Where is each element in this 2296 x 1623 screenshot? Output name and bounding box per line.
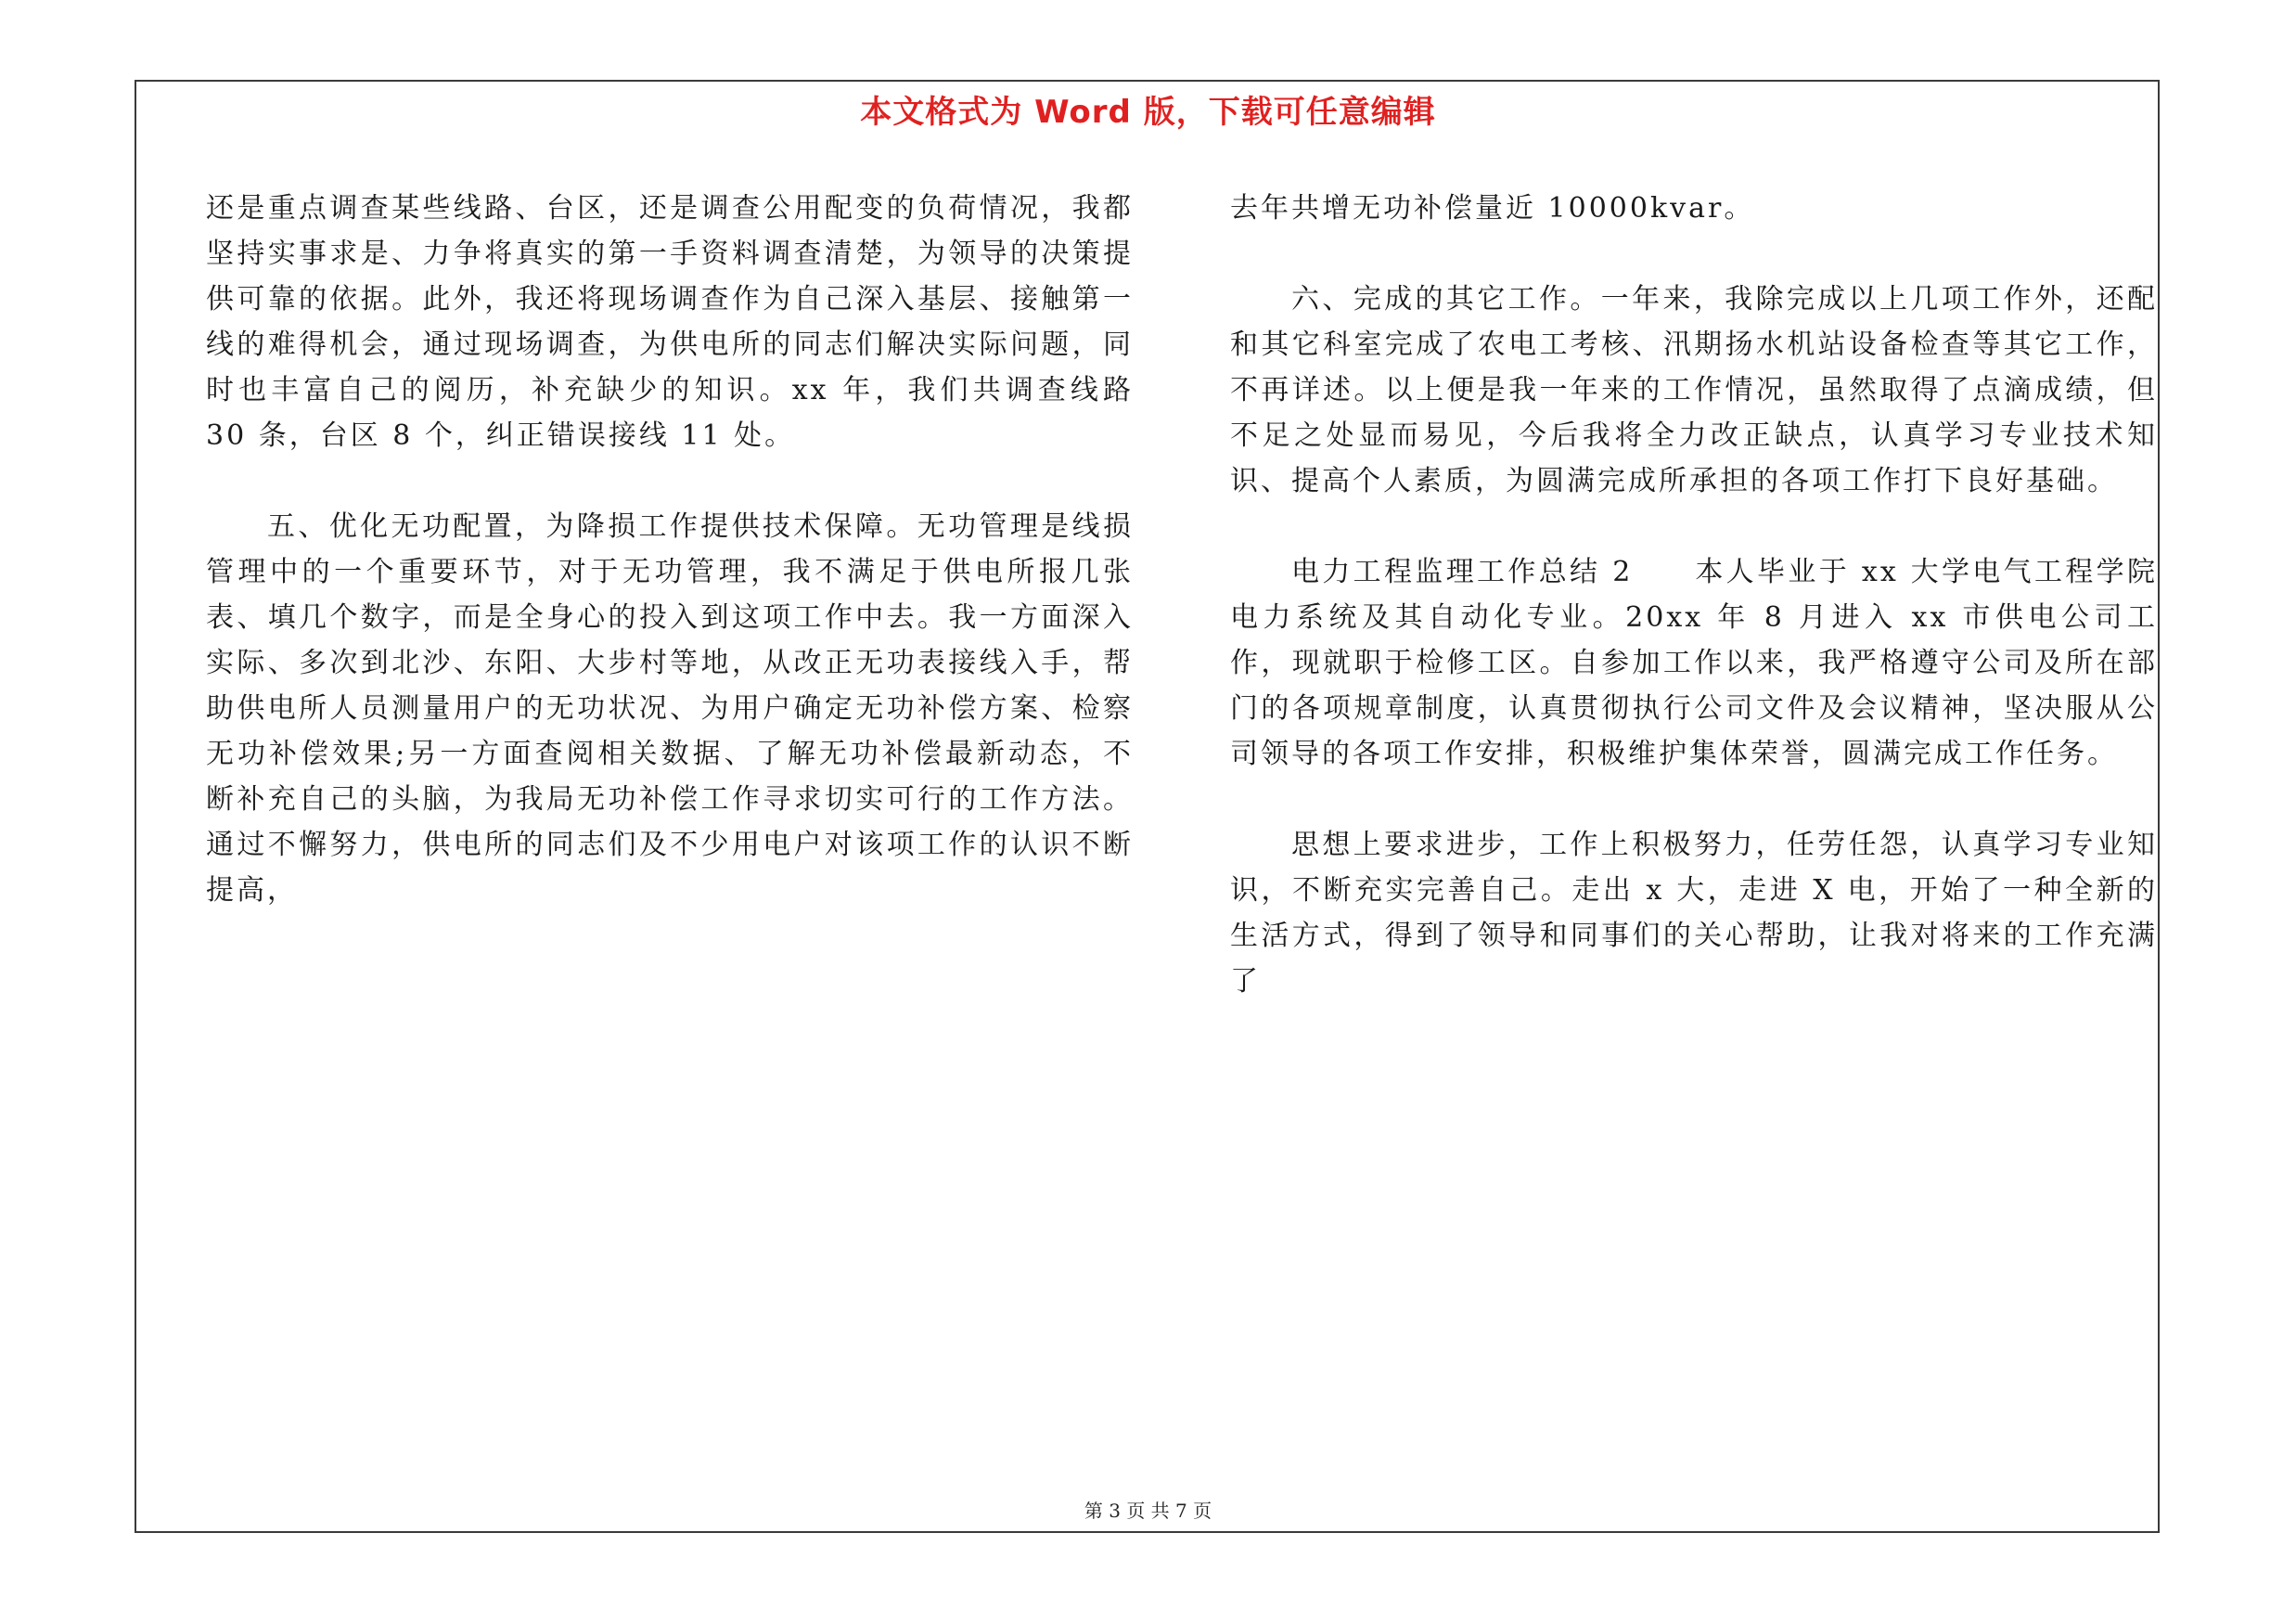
paragraph: 五、优化无功配置，为降损工作提供技术保障。无功管理是线损管理中的一个重要环节，对于无功管理，我不满足于供电所报几张表、填几个数字，而是全身心的投入到这项工作中去。我一方面深入实际、多次到北沙、东阳、大步村等地，从改正无功表接线入手，帮助供电所人员测量用户的无功状况、为用户确定无功补偿方案、检察无功补偿效果;另一方面查阅相关数据、了解无功补偿最新动态，不断补充自己的头脑，为我局无功补偿工作寻求切实可行的工作方法。通过不懈努力，供电所的同志们及不少用电户对该项工作的认识不断提高， — [206, 510, 1134, 907]
paragraph: 还是重点调查某些线路、台区，还是调查公用配变的负荷情况，我都坚持实事求是、力争将真实的第一手资料调查清楚，为领导的决策提供可靠的依据。此外，我还将现场调查作为自己深入基层、接触第一线的难得机会，通过现场调查，为供电所的同志们解决实际问题，同时也丰富自己的阅历，补充缺少的知识。xx 年，我们共调查线路 30 条，台区 8 个，纠正错误接线 11 处。 — [206, 192, 1134, 452]
right-text-column — [1230, 186, 2158, 1050]
paragraph: 思想上要求进步，工作上积极努力，任劳任怨，认真学习专业知识，不断充实完善自己。走出 x 大，走进 X 电，开始了一种全新的生活方式，得到了领导和同事们的关心帮助，让我对将来的工作充满了 — [1230, 829, 2158, 998]
paragraph: 去年共增无功补偿量近 10000kvar。 — [1230, 192, 1755, 225]
document-banner: 本文格式为 Word 版，下载可任意编辑 — [860, 94, 1436, 131]
paragraph: 六、完成的其它工作。一年来，我除完成以上几项工作外，还配和其它科室完成了农电工考核、汛期扬水机站设备检查等其它工作，不再详述。以上便是我一年来的工作情况，虽然取得了点滴成绩，但不足之处显而易见，今后我将全力改正缺点，认真学习专业技术知识、提高个人素质，为圆满完成所承担的各项工作打下良好基础。 — [1230, 283, 2158, 497]
page-number-footer: 第 3 页 共 7 页 — [1084, 1500, 1212, 1522]
left-text-column — [206, 186, 1134, 959]
paragraph: 电力工程监理工作总结 2 本人毕业于 xx 大学电气工程学院电力系统及其自动化专业。20xx 年 8 月进入 xx 市供电公司工作，现就职于检修工区。自参加工作以来，我严格遵守公司及所在部门的各项规章制度，认真贯彻执行公司文件及会议精神，坚决服从公司领导的各项工作安排，积极维护集体荣誉，圆满完成工作任务。 — [1230, 556, 2158, 770]
